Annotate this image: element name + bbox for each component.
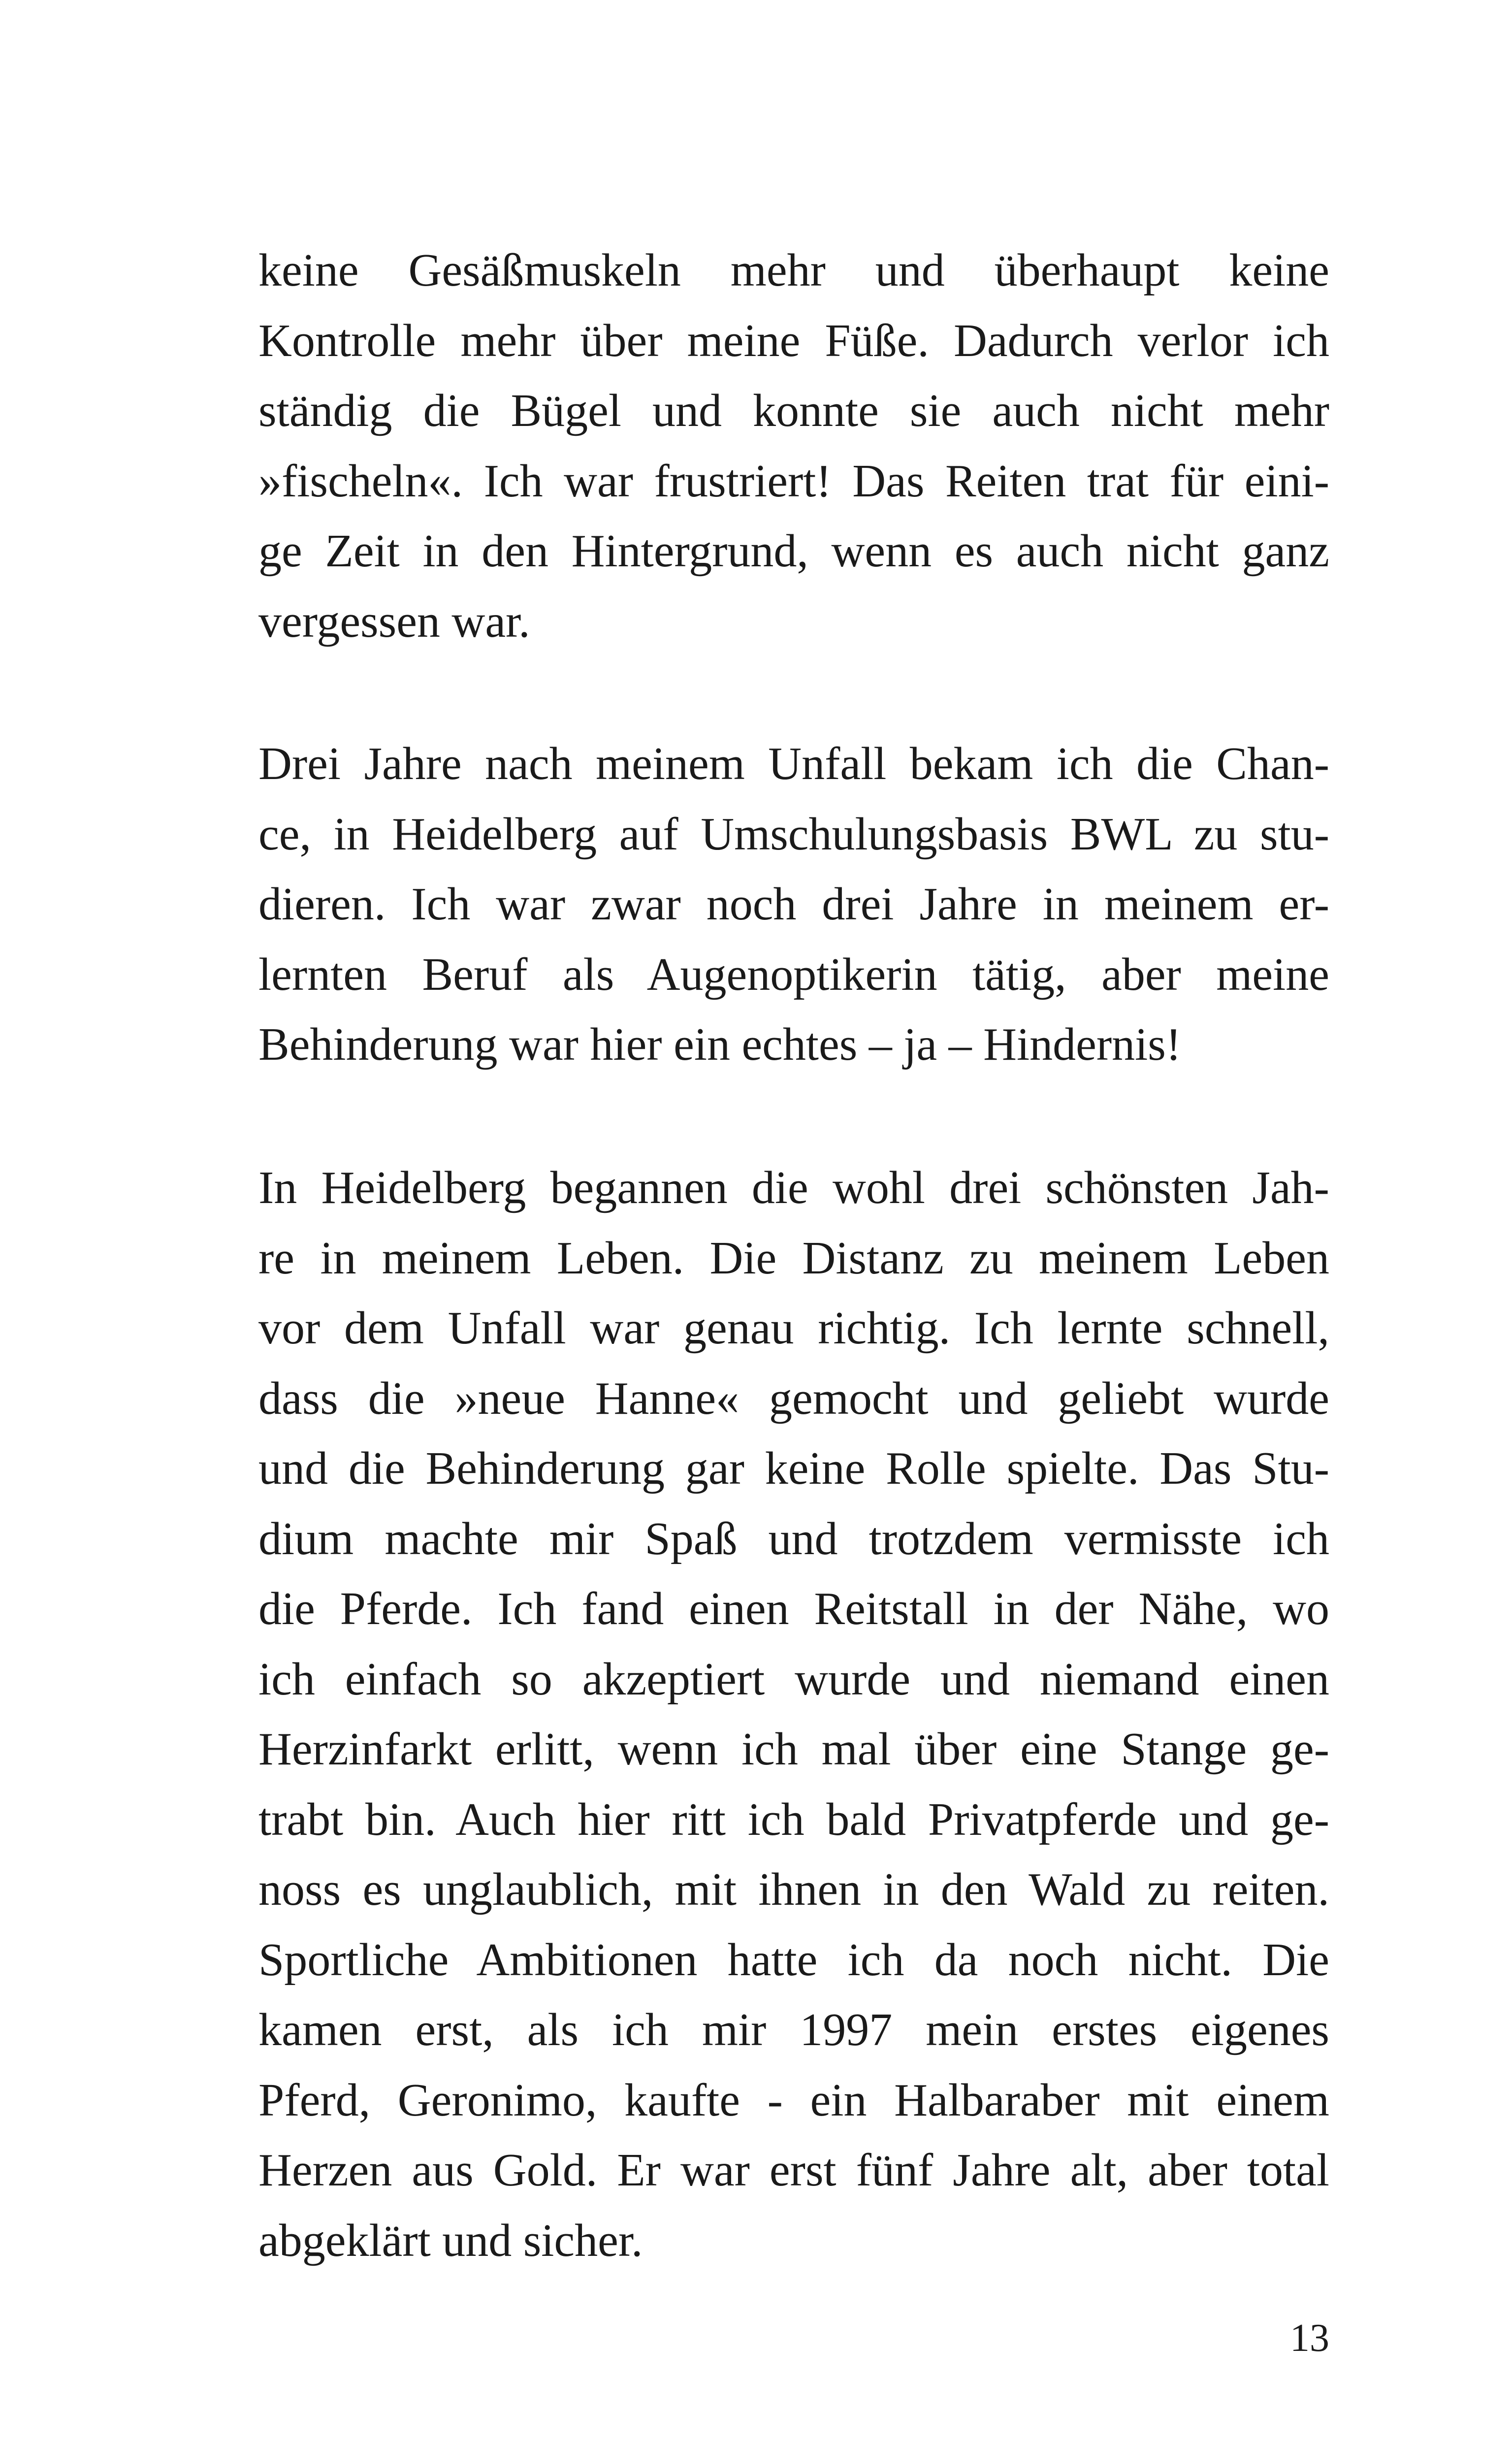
text-line: ich einfach so akzeptiert wurde und niemand einen xyxy=(258,1653,1329,1705)
text-line: In Heidelberg begannen die wohl drei schönsten Jah- xyxy=(258,1162,1329,1213)
text-line: und die Behinderung gar keine Rolle spielte. Das Stu- xyxy=(258,1443,1329,1494)
text-line: dass die »neue Hanne« gemocht und geliebt wurde xyxy=(258,1372,1329,1424)
paragraph xyxy=(258,729,1329,1080)
text-line: Kontrolle mehr über meine Füße. Dadurch verlor ich xyxy=(258,315,1329,366)
text-line: »fischeln«. Ich war frustriert! Das Reiten trat für eini- xyxy=(258,455,1329,507)
paragraph xyxy=(258,1153,1329,2276)
text-line: vor dem Unfall war genau richtig. Ich lernte schnell, xyxy=(258,1303,1329,1354)
text-line: abgeklärt und sicher. xyxy=(258,2215,643,2266)
text-line: kamen erst, als ich mir 1997 mein erstes eigenes xyxy=(258,2004,1329,2055)
text-line: ständig die Bügel und konnte sie auch nicht mehr xyxy=(258,385,1329,436)
text-line: Drei Jahre nach meinem Unfall bekam ich die Chan- xyxy=(258,738,1329,789)
text-line: Behinderung war hier ein echtes – ja – Hindernis! xyxy=(258,1019,1182,1070)
text-line: dieren. Ich war zwar noch drei Jahre in meinem er- xyxy=(258,879,1329,930)
text-line: lernten Beruf als Augenoptikerin tätig, aber meine xyxy=(258,948,1329,1000)
text-line: trabt bin. Auch hier ritt ich bald Privatpferde und ge- xyxy=(258,1793,1329,1845)
text-line: Sportliche Ambitionen hatte ich da noch nicht. Die xyxy=(258,1934,1329,1986)
text-line: keine Gesäßmuskeln mehr und überhaupt keine xyxy=(258,245,1329,296)
text-line: Herzinfarkt erlitt, wenn ich mal über eine Stange ge- xyxy=(258,1724,1329,1775)
text-line: ge Zeit in den Hintergrund, wenn es auch nicht ganz xyxy=(258,525,1329,577)
text-line: Pferd, Geronimo, kaufte - ein Halbaraber mit einem xyxy=(258,2074,1329,2126)
paragraph xyxy=(258,235,1329,656)
text-line: die Pferde. Ich fand einen Reitstall in der Nähe, wo xyxy=(258,1583,1329,1634)
text-line: noss es unglaublich, mit ihnen in den Wald zu reiten. xyxy=(258,1864,1329,1915)
text-line: dium machte mir Spaß und trotzdem vermisste ich xyxy=(258,1513,1329,1564)
text-line: Herzen aus Gold. Er war erst fünf Jahre alt, aber total xyxy=(258,2145,1329,2196)
text-line: vergessen war. xyxy=(258,595,530,647)
text-line: ce, in Heidelberg auf Umschulungsbasis BWL zu stu- xyxy=(258,808,1329,860)
page-number: 13 xyxy=(1290,2316,1329,2360)
text-line: re in meinem Leben. Die Distanz zu meinem Leben xyxy=(258,1232,1329,1284)
